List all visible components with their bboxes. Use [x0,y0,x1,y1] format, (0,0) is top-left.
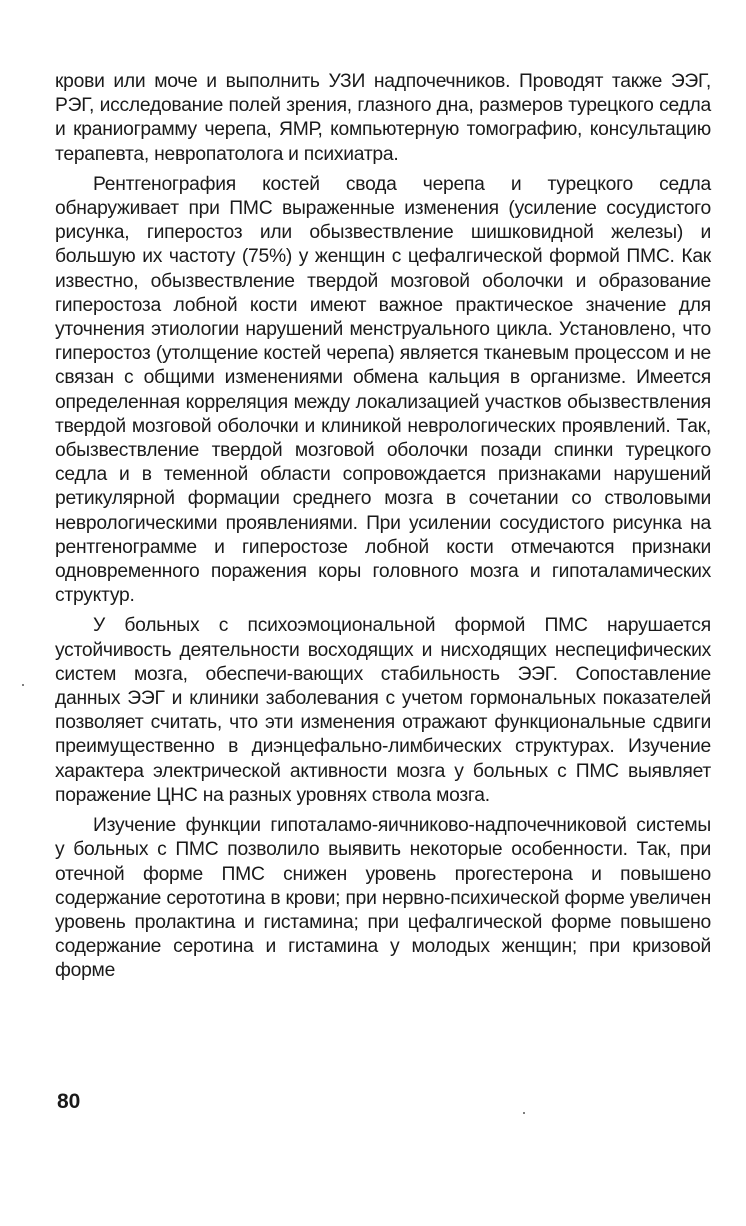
paragraph-3: У больных с психоэмоциональной формой ПМС нарушается устойчивость деятельности восходящих и нисходящих неспецифических систем мозга, обеспечи-вающих стабильность ЭЭГ. Сопоставление данных ЭЭГ и клиники заболевания с учетом гормональных показателей позволяет считать, что эти изменения отражают функциональные сдвиги преимущественно в диэнцефально-лимбических структурах. Изучение характера электрической активности мозга у больных с ПМС выявляет поражение ЦНС на разных уровнях ствола мозга. [55,615,711,806]
scan-speck [22,684,24,686]
paragraph-4: Изучение функции гипоталамо-яичниково-надпочечниковой системы у больных с ПМС позволило выявить некоторые особенности. Так, при отечной форме ПМС снижен уровень прогестерона и повышено содержание серототина в крови; при нервно-психической форме увеличен уровень пролактина и гистамина; при цефалгической форме повышено содержание серотина и гистамина у молодых женщин; при кризовой форме [55,815,711,982]
scan-speck [523,1112,525,1114]
paragraph-2: Рентгенография костей свода черепа и турецкого седла обнаруживает при ПМС выраженные изменения (усиление сосудистого рисунка, гиперостоз или обызвествление шишковидной железы) и большую их частоту (75%) у женщин с цефалгической формой ПМС. Как известно, обызвествление твердой мозговой оболочки и образование гиперостоза лобной кости имеют важное практическое значение для уточнения этиологии нарушений менструального цикла. Установлено, что гиперостоз (утолщение костей черепа) является тканевым процессом и не связан с общими изменениями обмена кальция в организме. Имеется определенная корреляция между локализацией участков обызвествления твердой мозговой оболочки и клиникой неврологических проявлений. Так, обызвествление твердой мозговой оболочки позади спинки турецкого седла и в теменной области сопровождается признаками нарушений ретикулярной формации среднего мозга в сочетании со стволовыми неврологическими проявлениями. При усилении сосудистого рисунка на рентгенограмме и гиперостозе лобной кости отмечаются признаки одновременного поражения коры головного мозга и гипоталамических структур. [55,173,711,607]
paragraph-1: крови или моче и выполнить УЗИ надпочечников. Проводят также ЭЭГ, РЭГ, исследование полей зрения, глазного дна, размеров турецкого седла и краниограмму черепа, ЯМР, компьютерную томографию, консультацию терапевта, невропатолога и психиатра. [55,71,711,165]
page-number: 80 [57,1090,81,1113]
page-body [55,70,711,990]
